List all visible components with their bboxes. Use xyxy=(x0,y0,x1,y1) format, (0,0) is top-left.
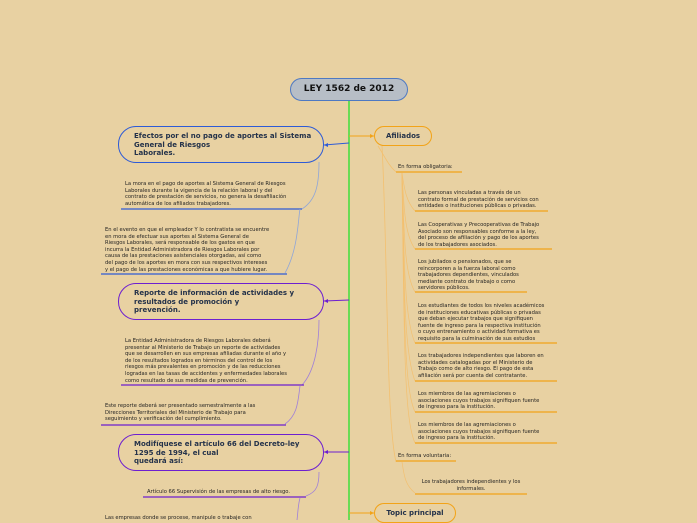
topic-articulo-66[interactable]: Modifíquese el artículo 66 del Decreto-ley 1295 de 1994, el cual quedará así: xyxy=(118,434,324,471)
central-topic[interactable]: LEY 1562 de 2012 xyxy=(290,78,408,101)
note-reporte-ministerio: La Entidad Administradora de Riesgos Laborales deberá presentar al Ministerio de Trabajo un reporte de actividades que se desarrollen en sus empresas afiliadas durante el año y de los resultados logrados en términos del control de los riesgos más prevalentes en promoción y de las reducciones logradas en las tasas de accidentes y enfermedades laborales como resultado de sus medidas de prevención. xyxy=(125,338,287,384)
afiliado-item: Los estudiantes de todos los niveles académicos de instituciones educativas públicas o privadas que deban ejecutar trabajos que signifiquen fuente de ingreso para la respectiva institución o cuyo entrenamiento o actividad formativa es requisito para la culminación de sus estudios xyxy=(418,303,545,342)
note-articulo-66: Artículo 66 Supervisión de las empresas de alto riesgo. xyxy=(147,489,290,495)
topic-afiliados[interactable]: Afiliados xyxy=(374,126,432,146)
afiliado-item: Los miembros de las agremiaciones o asociaciones cuyos trabajos signifiquen fuente de ingreso para la institución. xyxy=(418,391,540,411)
afiliado-item: Las personas vinculadas a través de un contrato formal de prestación de servicios con entidades o instituciones públicas o privadas. xyxy=(418,190,539,210)
afiliado-voluntario-item: Los trabajadores independientes y los informales. xyxy=(421,479,521,492)
topic-principal[interactable]: Topic principal xyxy=(374,503,456,523)
note-empresas-procese: Las empresas donde se procese, manipule o trabaje con xyxy=(105,515,252,521)
note-empleador-mora: En el evento en que el empleador Y lo contratista se encuentre en mora de efectuar sus aportes al Sistema General de Riesgos Laborales, será responsable de los gastos en que incurra la Entidad Administradora de Riesgos Laborales por causa de las prestaciones asistenciales otorgadas, así como del pago de los aportes en mora con sus respectivos intereses y el pago de las prestaciones económicas a que hubiere lugar. xyxy=(105,227,270,273)
afiliado-item: Los trabajadores independientes que laboren en actividades catalogadas por el Ministerio de Trabajo como de alto riesgo. El pago de esta afiliación será por cuenta del contratante. xyxy=(418,353,544,379)
afiliado-item: Los jubilados o pensionados, que se reincorporen a la fuerza laboral como trabajadores dependientes, vinculados mediante contrato de trabajo o como servidores públicos. xyxy=(418,259,519,292)
afiliado-item: Los miembros de las agremiaciones o asociaciones cuyos trabajos signifiquen fuente de ingreso para la institución. xyxy=(418,422,540,442)
afiliado-item: Las Cooperativas y Precooperativas de Trabajo Asociado son responsables conforme a la ley, del proceso de afiliación y pago de los aportes de los trabajadores asociados. xyxy=(418,222,540,248)
topic-reporte-actividades[interactable]: Reporte de información de actividades y resultados de promoción y prevención. xyxy=(118,283,324,320)
label-forma-obligatoria: En forma obligatoria: xyxy=(398,164,453,170)
note-mora-pago: La mora en el pago de aportes al Sistema General de Riesgos Laborales durante la vigencia de la relación laboral y del contrato de prestación de servicios, no genera la desafiliación automática de los afiliados trabajadores. xyxy=(125,181,287,207)
topic-efectos-no-pago[interactable]: Efectos por el no pago de aportes al Sistema General de Riesgos Laborales. xyxy=(118,126,324,163)
note-reporte-semestral: Este reporte deberá ser presentado semestralmente a las Direcciones Territoriales del Ministerio de Trabajo para seguimiento y verificación del cumplimiento. xyxy=(105,403,256,423)
label-forma-voluntaria: En forma voluntaria: xyxy=(398,453,452,459)
